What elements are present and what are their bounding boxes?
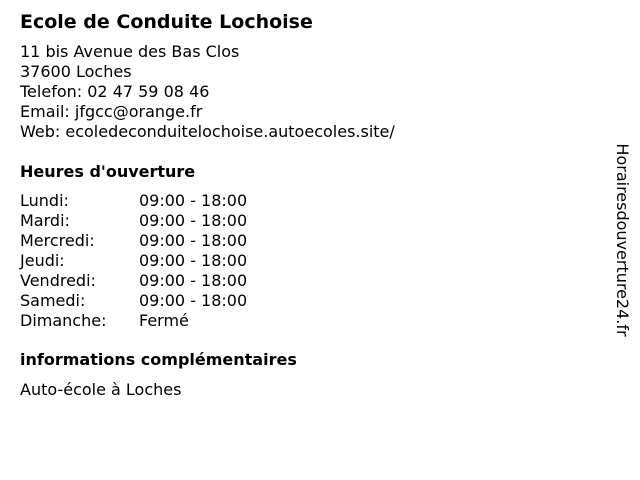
hours-row-friday [20,271,600,291]
day-label: Mercredi: [20,231,95,250]
hours-row-wednesday [20,231,600,251]
opening-hours-heading: Heures d'ouverture [20,162,196,181]
hours-row-saturday [20,291,600,311]
hours-row-monday [20,191,600,211]
day-label: Dimanche: [20,311,107,330]
address-city: 37600 Loches [20,62,132,81]
day-hours: 09:00 - 18:00 [139,271,248,290]
hours-row-tuesday [20,211,600,231]
day-label: Mardi: [20,211,70,230]
phone-number: Telefon: 02 47 59 08 46 [20,82,210,101]
day-hours: 09:00 - 18:00 [139,291,248,310]
day-hours: 09:00 - 18:00 [139,191,248,210]
day-label: Lundi: [20,191,69,210]
hours-row-sunday [20,311,600,331]
day-hours: 09:00 - 18:00 [139,251,248,270]
additional-info-text: Auto-école à Loches [20,380,182,399]
day-hours: 09:00 - 18:00 [139,211,248,230]
hours-row-thursday [20,251,600,271]
day-hours: Fermé [139,311,189,330]
day-hours: 09:00 - 18:00 [139,231,248,250]
business-listing [20,10,600,400]
day-label: Jeudi: [20,251,65,270]
day-label: Vendredi: [20,271,96,290]
contact-details [20,42,600,142]
site-watermark: Horairesdouverture24.fr [613,143,632,337]
website-address: Web: ecoledeconduitelochoise.autoecoles.site/ [20,122,395,141]
email-address: Email: jfgcc@orange.fr [20,102,203,121]
additional-info-heading: informations complémentaires [20,350,297,369]
business-name: Ecole de Conduite Lochoise [20,11,313,33]
address-street: 11 bis Avenue des Bas Clos [20,42,240,61]
opening-hours-table [20,191,600,331]
day-label: Samedi: [20,291,86,310]
